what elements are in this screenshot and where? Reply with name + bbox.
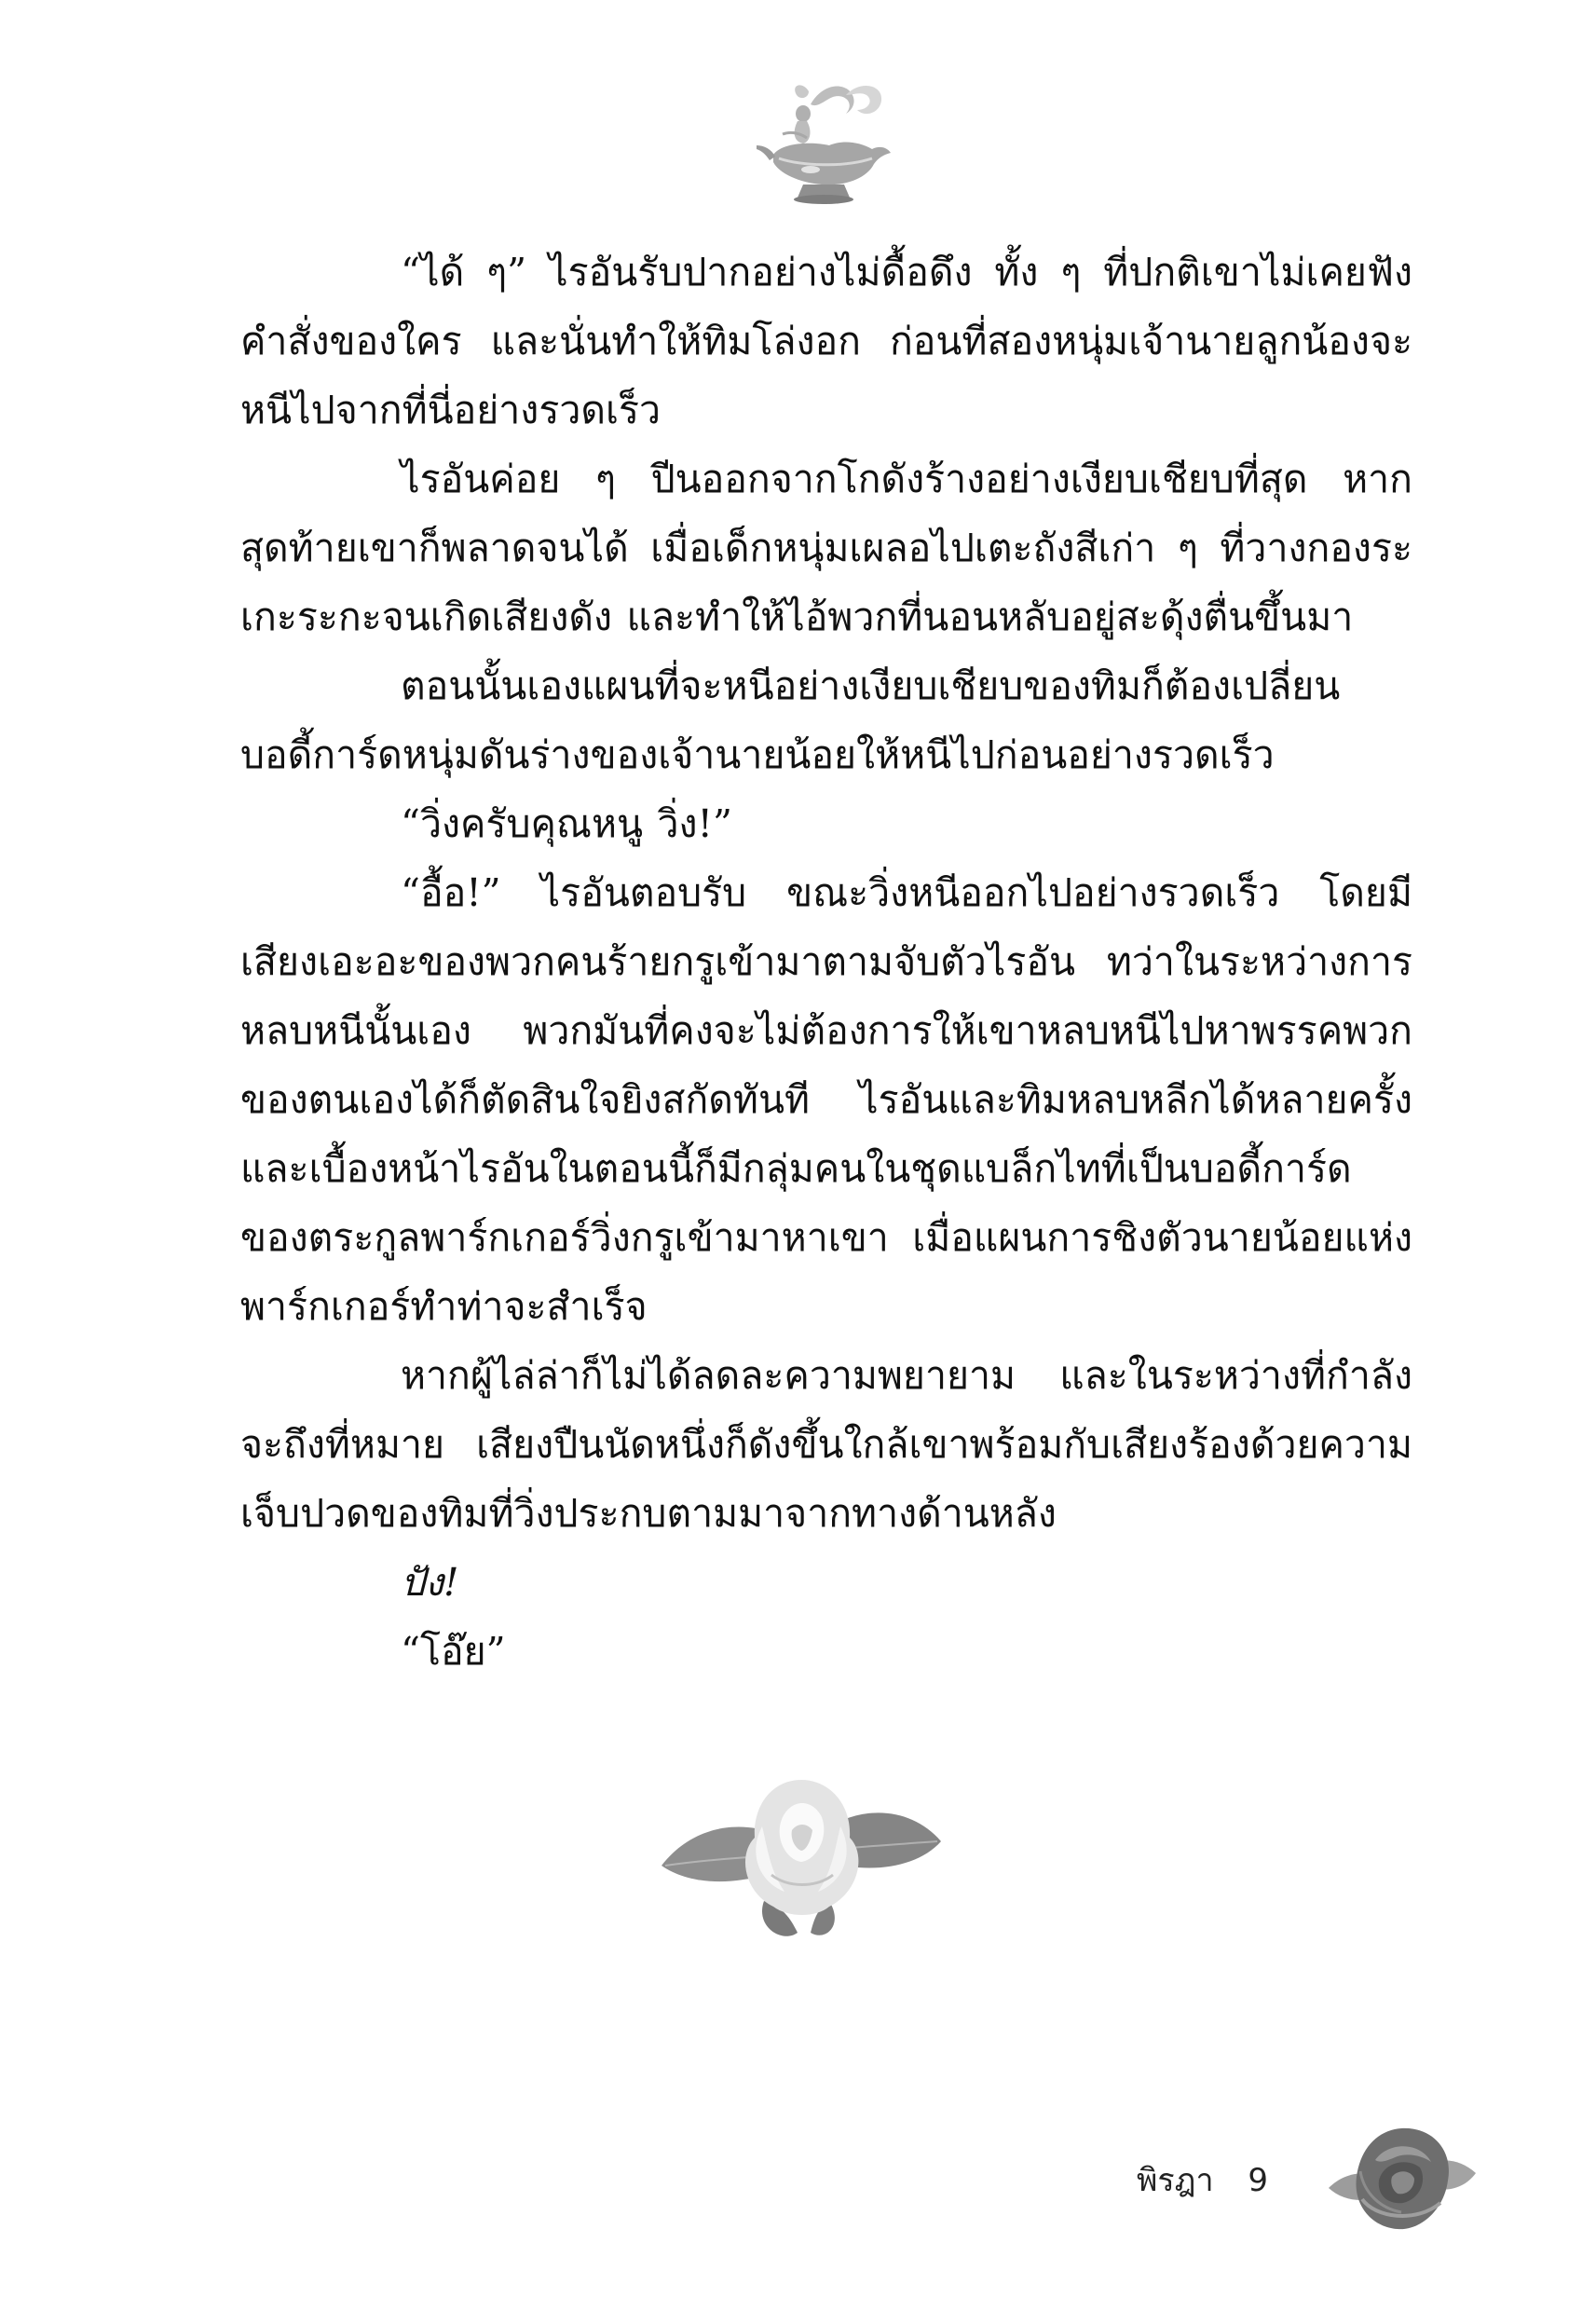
paragraph: ไรอันค่อย ๆ ปีนออกจากโกดังร้างอย่างเงียบเชียบที่สุด หากสุดท้ายเขาก็พลาดจนได้ เมื่อเด็กหนุ่มเผลอไปเตะถังสีเก่า ๆ ที่วางกองระเกะระกะจนเกิดเสียงดัง และทำให้ไอ้พวกที่นอนหลับอยู่สะดุ้งตื่นขึ้นมา <box>240 457 1412 639</box>
paragraph: หากผู้ไล่ล่าก็ไม่ได้ลดละความพยายาม และในระหว่างที่กำลังจะถึงที่หมาย เสียงปืนนัดหนึ่งก็ดังขึ้นใกล้เขาพร้อมกับเสียงร้องด้วยความเจ็บปวดของทิมที่วิ่งประกบตามมาจากทางด้านหลัง <box>240 1353 1412 1536</box>
author-name: พิรฎา <box>1137 2162 1214 2199</box>
paragraph: “วิ่งครับคุณหนู วิ่ง!” <box>401 801 732 846</box>
page-number: 9 <box>1248 2162 1269 2199</box>
page-footer <box>1137 2153 1268 2208</box>
rose-icon <box>1323 2115 1481 2246</box>
sound-effect-line: ปัง! <box>401 1560 459 1605</box>
white-gardenia-icon <box>652 1761 950 1948</box>
paragraph: “อื้อ!” ไรอันตอบรับ ขณะวิ่งหนีออกไปอย่างรวดเร็ว โดยมีเสียงเอะอะของพวกคนร้ายกรูเข้ามาตามจับตัวไรอัน ทว่าในระหว่างการหลบหนีนั้นเอง พวกมันที่คงจะไม่ต้องการให้เขาหลบหนีไปหาพรรคพวกของตนเองได้ก็ตัดสินใจยิงสกัดทันที ไรอันและทิมหลบหลีกได้หลายครั้ง และเบื้องหน้าไรอันในตอนนี้ก็มีกลุ่มคนในชุดแบล็กไทที่เป็นบอดี้การ์ดของตระกูลพาร์กเกอร์วิ่งกรูเข้ามาหาเขา เมื่อแผนการชิงตัวนายน้อยแห่งพาร์กเกอร์ทำท่าจะสำเร็จ <box>240 870 1412 1329</box>
magic-lamp-fairy-icon <box>755 76 894 207</box>
paragraph: “ได้ ๆ” ไรอันรับปากอย่างไม่ดื้อดึง ทั้ง ๆ ที่ปกติเขาไม่เคยฟังคำสั่งของใคร และนั่นทำให้ทิมโล่งอก ก่อนที่สองหนุ่มเจ้านายลูกน้องจะหนีไปจากที่นี่อย่างรวดเร็ว <box>240 250 1412 432</box>
story-text <box>240 238 1412 1686</box>
paragraph: ตอนนั้นเองแผนที่จะหนีอย่างเงียบเชียบของทิมก็ต้องเปลี่ยน บอดี้การ์ดหนุ่มดันร่างของเจ้านายน้อยให้หนีไปก่อนอย่างรวดเร็ว <box>240 663 1341 777</box>
paragraph: “โอ๊ย” <box>401 1629 506 1674</box>
